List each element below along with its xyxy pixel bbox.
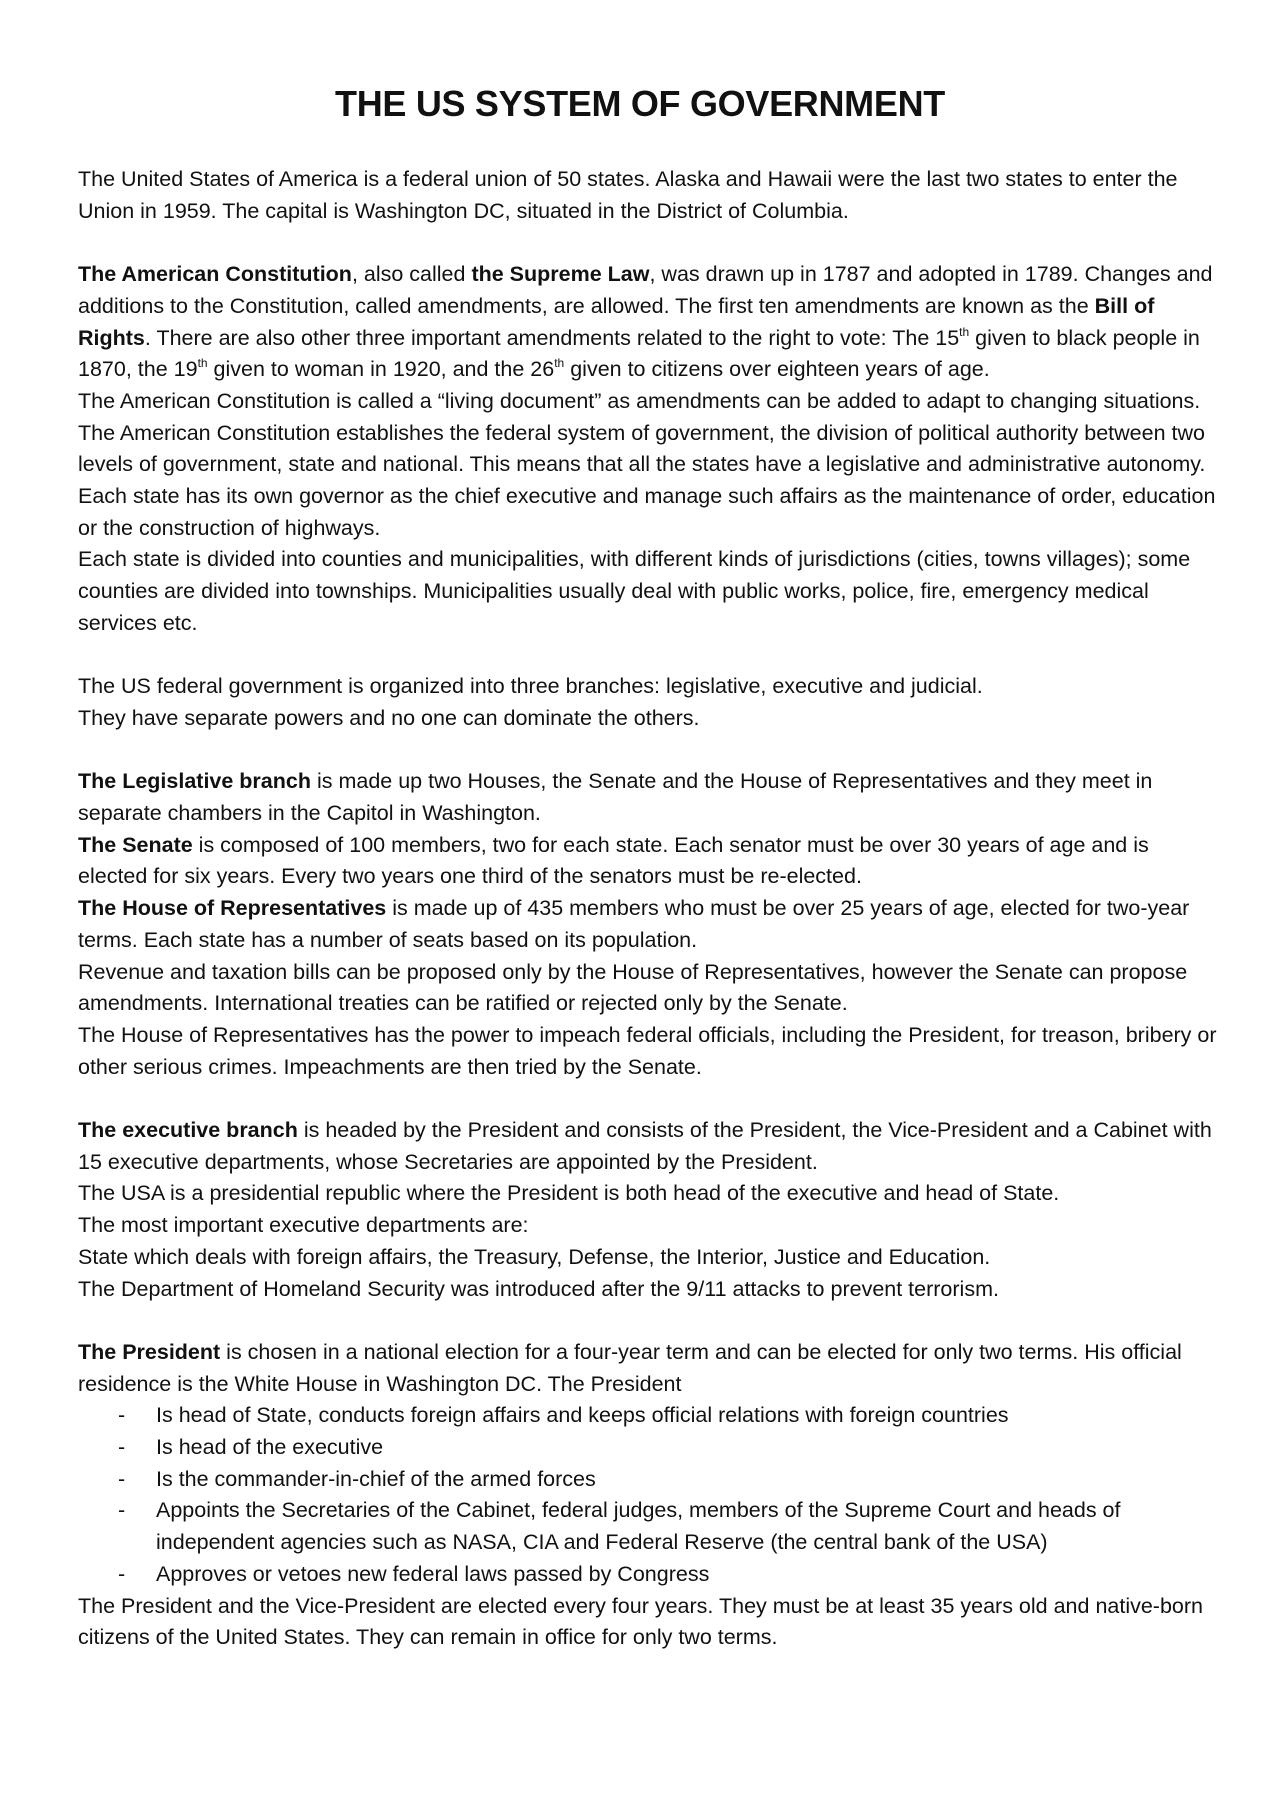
bold-term: The House of Representatives — [78, 896, 387, 921]
counties-paragraph: Each state is divided into counties and municipalities, with different kinds of jurisdictions (cities, towns villages); some counties are divided into townships. Municipalities usually deal with public works, police, fire, emergency medical services etc. — [78, 547, 1191, 635]
senate-paragraph: The Senate is composed of 100 members, two for each state. Each senator must be over 30 years of age and is elected for six years. Every two years one third of the senators must be re-elected. — [78, 832, 1149, 889]
federal-system-paragraph: The American Constitution establishes the federal system of government, the division of political authority between two levels of government, state and national. This means that all the states have a legislative and administrative autonomy. Each state has its own governor as the chief executive and manage such affairs as the maintenance of order, education or the construction of highways. — [78, 420, 1216, 540]
branches-line: They have separate powers and no one can dominate the others. — [78, 705, 700, 730]
list-item: - Is head of State, conducts foreign affairs and keeps official relations with foreign countries — [156, 1400, 1218, 1432]
list-item: - Appoints the Secretaries of the Cabinet, federal judges, members of the Supreme Court and heads of independent agencies such as NASA, CIA and Federal Reserve (the central bank of the USA) — [156, 1495, 1218, 1558]
president-duties-list — [78, 1400, 1218, 1590]
page-title: THE US SYSTEM OF GOVERNMENT — [335, 83, 945, 124]
bold-term: The executive branch — [78, 1118, 298, 1143]
dash-bullet: - — [118, 1435, 126, 1460]
bold-term: the Supreme Law — [471, 262, 650, 287]
superscript: th — [197, 356, 208, 371]
closing-paragraph: The President and the Vice-President are elected every four years. They must be at least 35 years old and native-born citizens of the United States. They can remain in office for only two terms. — [78, 1593, 1204, 1650]
document-body — [78, 164, 1218, 1654]
bold-term: Bill of Rights — [78, 293, 1155, 350]
living-document-paragraph: The American Constitution is called a “living document” as amendments can be added to adapt to changing situations. — [78, 388, 1201, 413]
superscript: th — [959, 324, 970, 339]
dash-bullet: - — [118, 1403, 126, 1428]
republic-paragraph: The USA is a presidential republic where the President is both head of the executive and head of State. — [78, 1181, 1060, 1206]
impeach-paragraph: The House of Representatives has the power to impeach federal officials, including the President, for treason, bribery or other serious crimes. Impeachments are then tried by the Senate. — [78, 1022, 1217, 1079]
executive-paragraph: The executive branch is headed by the President and consists of the President, the Vice-President and a Cabinet with 15 executive departments, whose Secretaries are appointed by the President. — [78, 1118, 1212, 1174]
bold-term: The President — [78, 1339, 221, 1364]
list-item: - Is the commander-in-chief of the armed forces — [156, 1464, 1218, 1496]
bold-term: The American Constitution — [78, 262, 352, 287]
house-paragraph: The House of Representatives is made up of 435 members who must be over 25 years of age, elected for two-year terms. Each state has a number of seats based on its population. — [78, 896, 1190, 952]
departments-list: State which deals with foreign affairs, the Treasury, Defense, the Interior, Justice and Education. — [78, 1244, 991, 1269]
president-paragraph: The President is chosen in a national election for a four-year term and can be elected for only two terms. His official residence is the White House in Washington DC. The President — [78, 1339, 1182, 1396]
bold-term: The Legislative branch — [78, 769, 311, 794]
dash-bullet: - — [118, 1466, 126, 1491]
branches-line: The US federal government is organized into three branches: legislative, executive and judicial. — [78, 674, 983, 699]
constitution-paragraph: The American Constitution, also called the Supreme Law, was drawn up in 1787 and adopted in 1789. Changes and additions to the Constitution, called amendments, are allowed. The first ten amendments are known as the Bill of Rights. There are also other three important amendments related to the right to vote: The 15th given to black people in 1870, the 19th given to woman in 1920, and the 26th given to citizens over eighteen years of age. — [78, 262, 1213, 382]
intro-paragraph: The United States of America is a federal union of 50 states. Alaska and Hawaii were the last two states to enter the Union in 1959. The capital is Washington DC, situated in the District of Columbia. — [78, 167, 1178, 223]
homeland-paragraph: The Department of Homeland Security was introduced after the 9/11 attacks to prevent terrorism. — [78, 1276, 999, 1301]
list-item: - Is head of the executive — [156, 1432, 1218, 1464]
bold-term: The Senate — [78, 832, 193, 857]
revenue-paragraph: Revenue and taxation bills can be proposed only by the House of Representatives, however the Senate can propose amendments. International treaties can be ratified or rejected only by the Senate. — [78, 959, 1188, 1016]
list-item: - Approves or vetoes new federal laws passed by Congress — [156, 1559, 1218, 1591]
superscript: th — [554, 356, 565, 371]
dash-bullet: - — [118, 1498, 126, 1523]
dash-bullet: - — [118, 1561, 126, 1586]
legislative-paragraph: The Legislative branch is made up two Houses, the Senate and the House of Representatives and they meet in separate chambers in the Capitol in Washington. — [78, 769, 1153, 826]
departments-intro: The most important executive departments are: — [78, 1213, 529, 1238]
